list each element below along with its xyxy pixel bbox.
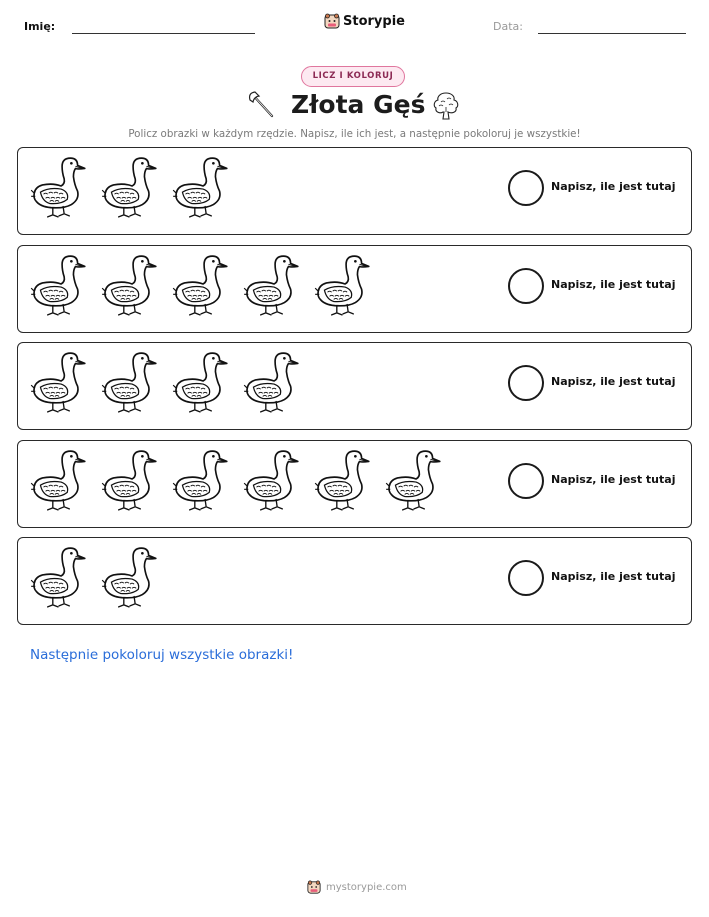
goose-icon bbox=[101, 154, 159, 220]
goose-icon bbox=[385, 447, 443, 513]
goose-icon bbox=[314, 447, 372, 513]
answer-circle[interactable] bbox=[508, 170, 544, 206]
answer-label: Napisz, ile jest tutaj bbox=[551, 278, 676, 291]
brand-logo bbox=[324, 13, 405, 29]
goose-group bbox=[30, 154, 230, 218]
goose-icon bbox=[101, 252, 159, 318]
bear-mascot-icon bbox=[307, 880, 321, 894]
goose-icon bbox=[101, 349, 159, 415]
goose-icon bbox=[30, 252, 88, 318]
count-row-5 bbox=[17, 537, 692, 625]
goose-group bbox=[30, 447, 443, 511]
answer-label: Napisz, ile jest tutaj bbox=[551, 473, 676, 486]
name-label: Imię: bbox=[24, 20, 56, 33]
name-line[interactable] bbox=[72, 33, 255, 34]
goose-group bbox=[30, 349, 301, 413]
answer-circle[interactable] bbox=[508, 560, 544, 596]
brand-name: Storypie bbox=[343, 13, 405, 29]
goose-icon bbox=[172, 349, 230, 415]
activity-badge: LICZ I KOLORUJ bbox=[301, 66, 405, 87]
goose-icon bbox=[172, 154, 230, 220]
goose-group bbox=[30, 252, 372, 316]
count-row-4 bbox=[17, 440, 692, 528]
goose-icon bbox=[30, 154, 88, 220]
goose-icon bbox=[30, 544, 88, 610]
tree-icon bbox=[430, 90, 462, 122]
goose-icon bbox=[243, 447, 301, 513]
answer-label: Napisz, ile jest tutaj bbox=[551, 375, 676, 388]
count-row-1 bbox=[17, 147, 692, 235]
coloring-prompt: Następnie pokoloruj wszystkie obrazki! bbox=[30, 647, 294, 663]
page-title: Złota Gęś bbox=[291, 90, 426, 119]
goose-icon bbox=[243, 252, 301, 318]
answer-circle[interactable] bbox=[508, 463, 544, 499]
answer-circle[interactable] bbox=[508, 268, 544, 304]
date-line[interactable] bbox=[538, 33, 686, 34]
footer-brand bbox=[307, 880, 407, 894]
goose-icon bbox=[172, 252, 230, 318]
answer-label: Napisz, ile jest tutaj bbox=[551, 180, 676, 193]
goose-icon bbox=[172, 447, 230, 513]
goose-icon bbox=[30, 349, 88, 415]
goose-icon bbox=[30, 447, 88, 513]
count-row-2 bbox=[17, 245, 692, 333]
goose-icon bbox=[243, 349, 301, 415]
goose-group bbox=[30, 544, 159, 608]
goose-icon bbox=[314, 252, 372, 318]
date-label: Data: bbox=[493, 20, 523, 33]
answer-circle[interactable] bbox=[508, 365, 544, 401]
answer-label: Napisz, ile jest tutaj bbox=[551, 570, 676, 583]
goose-icon bbox=[101, 447, 159, 513]
goose-icon bbox=[101, 544, 159, 610]
instructions-text: Policz obrazki w każdym rzędzie. Napisz, ile ich jest, a następnie pokoloruj je wszystkie! bbox=[128, 128, 581, 140]
count-row-3 bbox=[17, 342, 692, 430]
bear-mascot-icon bbox=[324, 13, 340, 29]
axe-icon bbox=[246, 90, 276, 118]
footer-url: mystorypie.com bbox=[326, 881, 407, 893]
